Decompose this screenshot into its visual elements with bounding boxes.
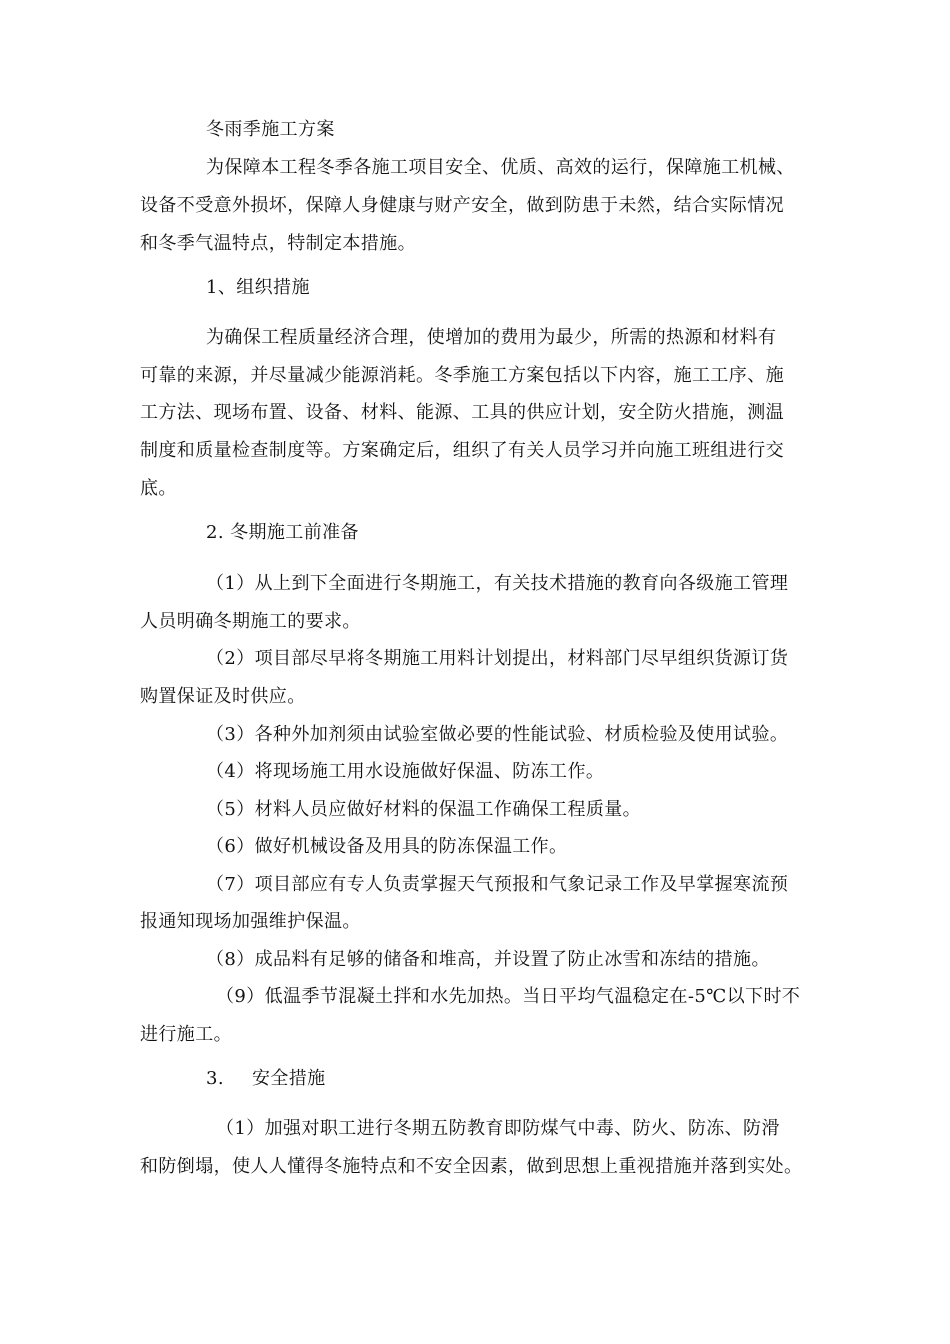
list-item: （5）材料人员应做好材料的保温工作确保工程质量。 (206, 799, 642, 820)
paragraph-line: 为确保工程质量经济合理，使增加的费用为最少，所需的热源和材料有 (206, 327, 777, 348)
list-item: （3）各种外加剂须由试验室做必要的性能试验、材质检验及使用试验。 (206, 724, 789, 745)
list-item: （7）项目部应有专人负责掌握天气预报和气象记录工作及早掌握寒流预 (206, 874, 789, 895)
list-item: （4）将现场施工用水设施做好保温、防冻工作。 (206, 761, 605, 782)
section-heading-2: 2. 冬期施工前准备 (206, 522, 359, 543)
list-item: 报通知现场加强维护保温。 (140, 911, 361, 932)
list-item: 进行施工。 (140, 1024, 232, 1045)
list-item: （8）成品料有足够的储备和堆高，并设置了防止冰雪和冻结的措施。 (206, 949, 770, 970)
list-item: （9）低温季节混凝土拌和水先加热。当日平均气温稳定在-5℃以下时不 (216, 986, 801, 1007)
document-title: 冬雨季施工方案 (206, 119, 335, 140)
section-title: 安全措施 (251, 1068, 326, 1089)
paragraph-line: 工方法、现场布置、设备、材料、能源、工具的供应计划，安全防火措施，测温 (140, 402, 784, 423)
intro-line: 为保障本工程冬季各施工项目安全、优质、高效的运行，保障施工机械、 (206, 157, 795, 178)
list-item: 和防倒塌，使人人懂得冬施特点和不安全因素，做到思想上重视措施并落到实处。 (140, 1156, 803, 1177)
section-number: 3. (206, 1068, 224, 1089)
section-heading-3 (206, 1067, 326, 1091)
list-item: （1）从上到下全面进行冬期施工，有关技术措施的教育向各级施工管理 (206, 573, 789, 594)
paragraph-line: 可靠的来源，并尽量减少能源消耗。冬季施工方案包括以下内容，施工工序、施 (140, 365, 784, 386)
list-item: （6）做好机械设备及用具的防冻保温工作。 (206, 836, 568, 857)
list-item: 购置保证及时供应。 (140, 686, 306, 707)
list-item: （1）加强对职工进行冬期五防教育即防煤气中毒、防火、防冻、防滑 (216, 1118, 780, 1139)
section-heading-1: 1、组织措施 (206, 277, 310, 298)
list-item: 人员明确冬期施工的要求。 (140, 611, 361, 632)
list-item: （2）项目部尽早将冬期施工用料计划提出，材料部门尽早组织货源订货 (206, 648, 789, 669)
paragraph-line: 底。 (140, 478, 177, 499)
intro-line: 和冬季气温特点，特制定本措施。 (140, 233, 416, 254)
intro-line: 设备不受意外损坏，保障人身健康与财产安全，做到防患于未然，结合实际情况 (140, 195, 784, 216)
paragraph-line: 制度和质量检查制度等。方案确定后，组织了有关人员学习并向施工班组进行交 (140, 440, 784, 461)
